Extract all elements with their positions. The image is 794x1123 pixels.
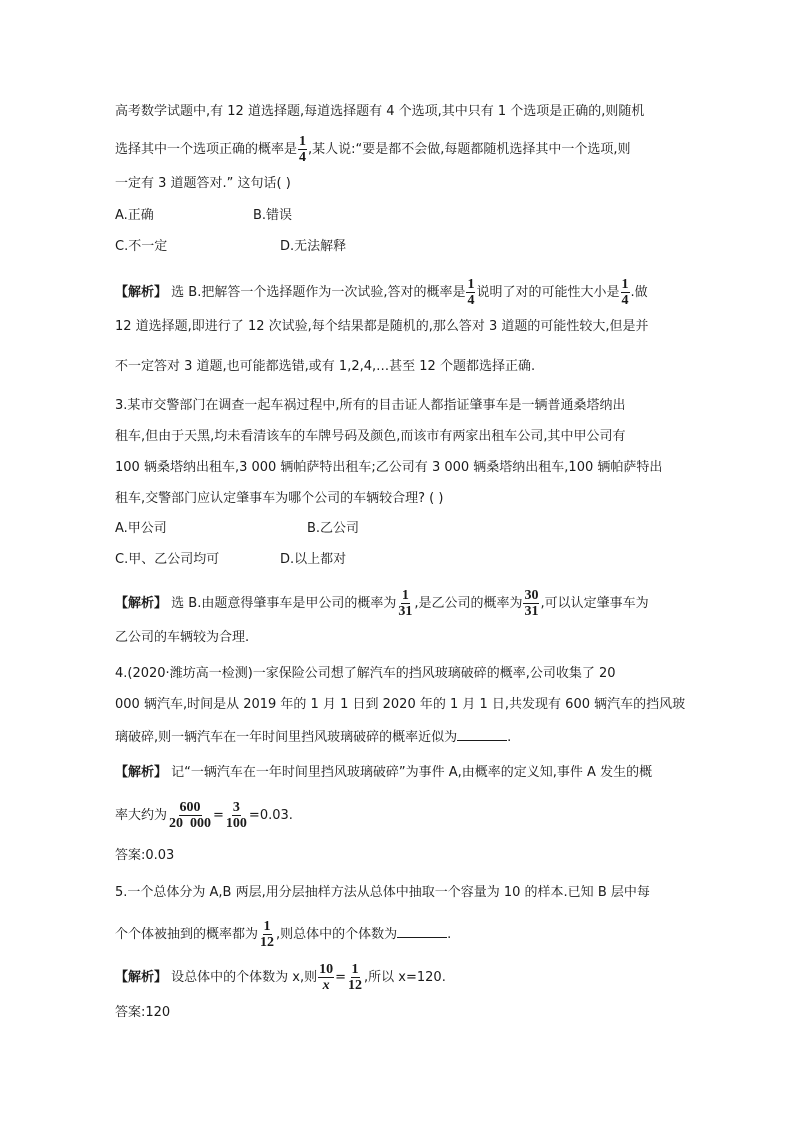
q2-option-a: A.正确	[115, 208, 154, 223]
fraction-denominator: 12	[348, 978, 363, 993]
fraction-denominator: 100	[225, 816, 247, 831]
fraction-denominator: 31	[398, 604, 413, 619]
q3-analysis-tag: 【解析】	[115, 596, 168, 611]
fraction-denominator: 12	[260, 935, 275, 950]
q5-analysis-fraction-b	[347, 962, 363, 993]
fraction-denominator: x	[322, 978, 330, 993]
fraction-numerator: 10	[319, 962, 334, 977]
q5-analysis-fraction-a	[318, 962, 334, 993]
q4-analysis-fraction-a	[168, 800, 212, 831]
fraction-numerator: 600	[179, 800, 201, 815]
q2-analysis-text-c: .做	[630, 285, 648, 300]
q2-option-b: B.错误	[253, 208, 293, 223]
q2-line-2-text-a: 选择其中一个选项正确的概率是	[115, 142, 298, 157]
q5-analysis-text-b: ,所以 x=120.	[364, 970, 446, 985]
q3-line-4: 租车,交警部门应认定肇事车为哪个公司的车辆较合理? ( )	[115, 491, 444, 506]
q5-analysis-line-1	[115, 962, 446, 993]
fraction-denominator: 31	[524, 604, 539, 619]
q5-analysis-text-a: 设总体中的个体数为 x,则	[171, 970, 318, 985]
q2-analysis-fraction-b	[621, 277, 630, 308]
q4-analysis-line-2	[115, 800, 293, 831]
q2-option-c: C.不一定	[115, 239, 168, 254]
q3-option-a: A.甲公司	[115, 521, 167, 536]
q5-line-1: 5.一个总体分为 A,B 两层,用分层抽样方法从总体中抽取一个容量为 10 的样本.已知 B 层中每	[115, 885, 650, 900]
q5-line-2	[115, 919, 451, 950]
fraction-numerator: 1	[263, 919, 271, 934]
q3-option-d: D.以上都对	[280, 552, 347, 567]
q2-line-1: 高考数学试题中,有 12 道选择题,每道选择题有 4 个选项,其中只有 1 个选项是正确的,则随机	[115, 104, 645, 119]
fraction-numerator: 3	[232, 800, 240, 815]
fraction-denominator: 20 000	[169, 816, 212, 831]
q2-analysis-line-3: 不一定答对 3 道题,也可能都选错,或有 1,2,4,…甚至 12 个题都选择正确.	[115, 359, 536, 374]
fraction-numerator: 1	[467, 277, 475, 292]
q4-analysis-line-1	[115, 764, 652, 782]
q4-line-3-text: 璃破碎,则一辆汽车在一年时间里挡风玻璃破碎的概率近似为	[115, 730, 458, 745]
q4-analysis-equals: =	[213, 808, 224, 823]
q3-option-c: C.甲、乙公司均可	[115, 552, 220, 567]
q3-line-1: 3.某市交警部门在调查一起车祸过程中,所有的目击证人都指证肇事车是一辆普通桑塔纳出	[115, 398, 626, 413]
q4-analysis-text-a: 率大约为	[115, 808, 168, 823]
q3-analysis-text-a: 选 B.由题意得肇事车是甲公司的概率为	[171, 596, 397, 611]
q5-fraction	[259, 919, 275, 950]
q4-line-1: 4.(2020·潍坊高一检测)一家保险公司想了解汽车的挡风玻璃破碎的概率,公司收集了 20	[115, 666, 616, 681]
q2-option-d: D.无法解释	[280, 239, 347, 254]
fraction-numerator: 1	[621, 277, 629, 292]
q2-fraction	[298, 134, 307, 165]
q2-line-2	[115, 134, 631, 165]
q2-analysis-text-b: 说明了对的可能性大小是	[476, 285, 620, 300]
q4-analysis-text-b: =0.03.	[248, 808, 293, 823]
q5-answer: 答案:120	[115, 1005, 171, 1020]
q2-line-2-text-b: ,某人说:“要是都不会做,每题都随机选择其中一个选项,则	[308, 142, 631, 157]
q2-analysis-tag: 【解析】	[115, 285, 168, 300]
q5-analysis-tag: 【解析】	[115, 970, 168, 985]
q4-line-3	[115, 728, 511, 747]
q3-analysis-line-2: 乙公司的车辆较为合理.	[115, 630, 250, 645]
q3-analysis-fraction-a	[397, 588, 413, 619]
q4-line-3-end: .	[507, 730, 512, 745]
q2-line-3: 一定有 3 道题答对.” 这句话( )	[115, 176, 291, 191]
q2-analysis-line-2: 12 道选择题,即进行了 12 次试验,每个结果都是随机的,那么答对 3 道题的可能性较大,但是并	[115, 319, 649, 334]
fraction-numerator: 1	[351, 962, 359, 977]
fraction-numerator: 1	[401, 588, 409, 603]
q4-line-2: 000 辆汽车,时间是从 2019 年的 1 月 1 日到 2020 年的 1 月 1 日,共发现有 600 辆汽车的挡风玻	[115, 697, 686, 712]
q2-fraction-numerator: 1	[299, 134, 307, 149]
q3-line-2: 租车,但由于天黑,均未看清该车的车牌号码及颜色,而该市有两家出租车公司,其中甲公司有	[115, 429, 626, 444]
q4-analysis-tag: 【解析】	[115, 765, 168, 780]
q3-analysis-text-c: ,可以认定肇事车为	[540, 596, 649, 611]
q5-answer-blank	[397, 925, 447, 938]
q2-analysis-text-a: 选 B.把解答一个选择题作为一次试验,答对的概率是	[171, 285, 466, 300]
q2-fraction-denominator: 4	[299, 150, 307, 165]
q4-analysis-text: 记“一辆汽车在一年时间里挡风玻璃破碎”为事件 A,由概率的定义知,事件 A 发生的概	[171, 765, 653, 780]
q3-line-3: 100 辆桑塔纳出租车,3 000 辆帕萨特出租车;乙公司有 3 000 辆桑塔纳出租车,100 辆帕萨特出	[115, 460, 663, 475]
q3-analysis-text-b: ,是乙公司的概率为	[414, 596, 523, 611]
q3-analysis-line-1	[115, 588, 649, 619]
q5-line-2-text-a: 个个体被抽到的概率都为	[115, 927, 259, 942]
q2-analysis-line-1	[115, 277, 648, 308]
fraction-denominator: 4	[467, 293, 475, 308]
q4-answer-blank	[457, 728, 507, 741]
fraction-denominator: 4	[621, 293, 629, 308]
q2-analysis-fraction-a	[466, 277, 475, 308]
q5-line-2-text-b: ,则总体中的个体数为	[276, 927, 398, 942]
q5-line-2-end: .	[447, 927, 452, 942]
q3-analysis-fraction-b	[523, 588, 539, 619]
q5-analysis-equals: =	[335, 970, 347, 985]
q4-answer: 答案:0.03	[115, 848, 175, 863]
fraction-numerator: 30	[524, 588, 539, 603]
q3-option-b: B.乙公司	[307, 521, 360, 536]
q4-analysis-fraction-b	[225, 800, 248, 831]
